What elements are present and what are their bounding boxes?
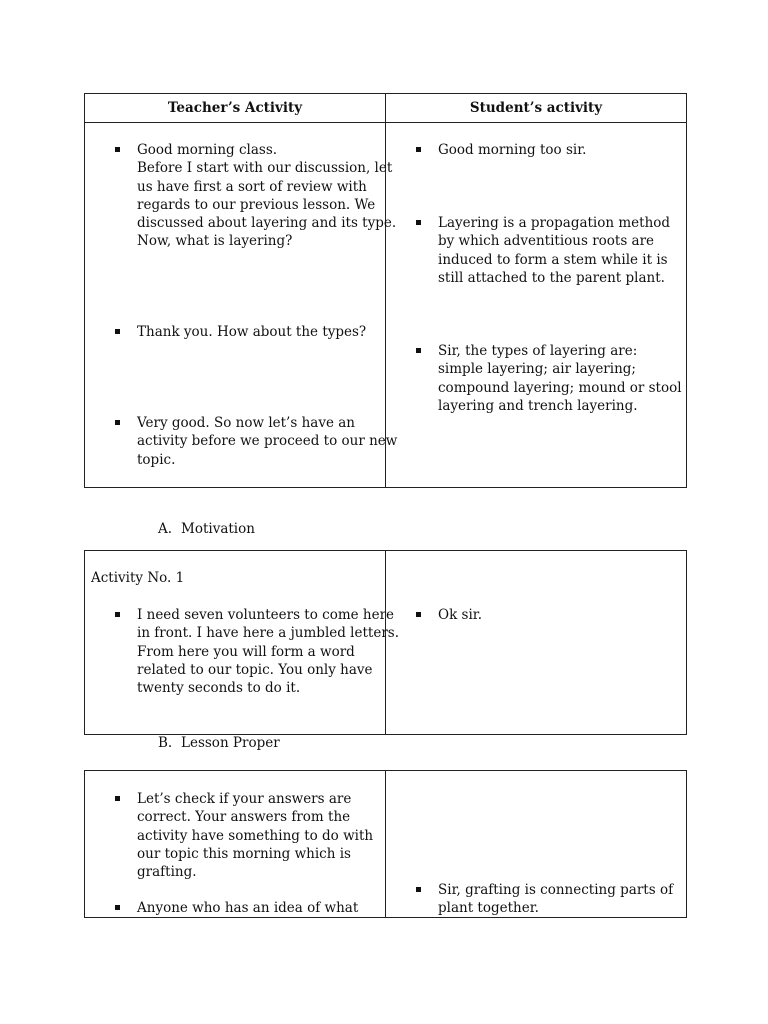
student-line-ok: Ok sir. [416,606,686,624]
dialogue-table-3 [84,770,687,918]
student-cell [386,551,687,735]
student-line-greeting: Good morning too sir. [416,141,686,159]
section-heading-lesson-proper [158,734,280,752]
section-letter: A. [158,521,173,537]
student-line-types: Sir, the types of layering are: simple layering; air layering; compound layering; mound or stool layering and trench layering. [416,342,686,415]
student-cell [386,771,687,918]
student-cell [386,123,687,488]
section-letter: B. [158,735,173,751]
teacher-cell [85,123,398,488]
section-heading-motivation [158,520,255,538]
student-line-grafting: Sir, grafting is connecting parts of plant together. [416,881,686,918]
header-teacher-activity: Teacher’s Activity [85,94,386,123]
teacher-line-greeting: Good morning class. Before I start with our discussion, let us have first a sort of review with regards to our previous lesson. We discussed about layering and its type. Now, what is layering? [115,141,399,251]
teacher-cell [85,771,386,918]
dialogue-table-1 [84,93,687,488]
header-student-activity: Student’s activity [386,94,687,123]
teacher-line-volunteers: I need seven volunteers to come here in front. I have here a jumbled letters. From here you will form a word related to our topic. You only have twenty seconds to do it. [115,606,399,697]
student-line-layering: Layering is a propagation method by which adventitious roots are induced to form a stem while it is still attached to the parent plant. [416,214,686,287]
teacher-cell [85,551,399,735]
teacher-line-check-answers: Let’s check if your answers are correct. Your answers from the activity have something to do with our topic this morning which is grafting. [115,790,399,881]
section-title: Lesson Proper [181,735,280,751]
dialogue-table-2 [84,550,687,735]
teacher-line-idea: Anyone who has an idea of what [115,899,399,917]
teacher-line-types: Thank you. How about the types? [115,323,399,341]
section-title: Motivation [181,521,255,537]
teacher-line-activity: Very good. So now let’s have an activity before we proceed to our new topic. [115,414,399,469]
activity-number-label: Activity No. 1 [91,570,185,586]
